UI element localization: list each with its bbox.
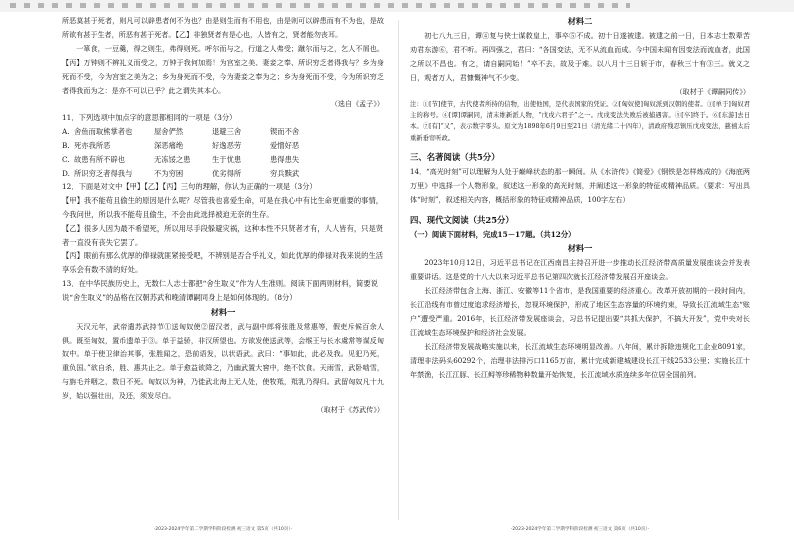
article-para-3: 长江经济带发展战略实施以来，长江流域生态环境明显改善。八年间，累计拆除违规化工企业8091家，清理非法码头60292个，治理非法排污口1165万亩，累计完成新建城建设长江干线2533公里；实施长江十年禁渔，长江江豚、长江鲟等珍稀物种数量开始恢复，长江流域水质连续多年位居全国前列。 — [410, 341, 750, 379]
question-14: 14．“高光时刻”可以理解为人处于巅峰状态的那一瞬间。从《水浒传》《简爱》《钢铁是怎样炼成的》《海底两万里》中选择一个人物形象，叙述这一形象的高光时刻，并阐述这一形象的特征或精神品质。（要求：写出具体“时刻”，叙述相关内容，概括形象的特征或精神品质，100字左右） — [410, 166, 750, 204]
question-13: 13．在中华民族历史上，无数仁人志士都把“舍生取义”作为人生准则。阅读下面两则材料，简要说说“舍生取义”的品格在汉朝苏武和晚清谭嗣同身上是如何体现的。（8分） — [62, 279, 378, 302]
q12-statement-jia[interactable]: 【甲】我不能苟且偷生的原因是什么呢？尽管我也喜爱生命，可是在我心中有比生命更重要的事情，今我问世，所以我不能苟且偷生，不会由此选择被迫无奈的生存。 — [62, 196, 384, 220]
material-1-source: （取材于《苏武传》） — [316, 405, 384, 415]
page-footer-left: ·2023-2024学年第二学期学科阶段检测 初三语文 第5页（共10页）· — [153, 527, 293, 532]
q11-option-d[interactable]: D. 所识穷乏者得我与 不为穷困 优劣得所 穷兵黩武 — [62, 168, 300, 178]
section-3-heading: 三、名著阅读（共5分） — [410, 151, 500, 162]
subsection-1-heading: （一）阅读下面材料，完成15－17题。（共12分） — [410, 229, 576, 239]
material-2-source: （取材于《谭嗣同传》） — [675, 86, 750, 96]
section-4-heading: 四、现代文阅读（共25分） — [410, 214, 514, 225]
question-11: 11．下列选项中加点字的意思都相同的一项是（3分） — [62, 113, 237, 123]
article-para-2: 长江经济带包含上海、浙江、安徽等11个省市，是我国重要的经济重心。改革开放初期的一段时间内，长江沿线有市曾过度追求经济增长，忽视环境保护，形成了地区生态容量的环境约束，导致长江流域生态“账户”遭受严重。2016年，长江经济带发展座谈会，习总书记提出要“共抓大保护，不搞大开发”，党中央对长江流域生态环境保护和经济社会发展。 — [410, 286, 750, 337]
right-page — [410, 14, 750, 534]
q12-statement-yi[interactable]: 【乙】很多人因为最不希望死，所以用尽手段躲避灾祸，这种本性不只贤者才有，人人皆有，只是贤者一直没有丧失它罢了。 — [62, 223, 384, 247]
annotation-notes: 注：①[节]使节，古代使者所持的信物，出使他国，是代表国家的凭证。②[匈奴使]匈奴派到汉朝的使者。③[单于]匈奴君主的称号。④[谭]谭嗣同，清末维新派人物，“戊戌六君子”之一。戊戌变法失败后被捕遇害。⑤[卒]终于。⑥[东游]去日本。⑦[有]“又”，表示数字零头。原文为1898年6月9日至21日（清光绪二十四年），清政府残忍镇压戊戌变法，慈禧太后重新垂帘听政。 — [410, 100, 750, 142]
q11-option-c[interactable]: C. 故患有所不辟也 无冻馁之患 生于忧患 患得患失 — [62, 154, 300, 164]
scan-top-strip — [0, 0, 794, 12]
material-2-title: 材料二 — [567, 16, 593, 26]
page-fold-line — [398, 20, 399, 520]
passage-source: （选自《孟子》） — [330, 99, 384, 109]
q12-statement-bing[interactable]: 【丙】眼前有那么优厚的俸禄就匪紧接受吧，不辨别是否合乎礼义，如此优厚的俸禄对我来说的生活享乐会有数不清的好处。 — [62, 251, 384, 275]
page-footer-right: ·2023-2024学年第二学期学科阶段检测 初三语文 第6页（共10页）· — [510, 527, 650, 532]
material-2-text: 初七八九三日，谭④复与侠士谋救皇上，事卒⑤不成。初十日遂被逮。被逮之前一日，日本志士数辈苦劝君东游⑥，君不听。再四强之，君曰：“各国变法，无不从流血而成。今中国未闻有因变法而流血者，此国之所以不昌也。有之，请自嗣同始！”卒不去，故及于难。以八月十三日斩于市，春秋三十有③三。就义之日，观者万人，君慷慨神气不少变。 — [410, 31, 750, 82]
material-1-text: 天汉元年，武帝遣苏武持节①送匈奴使②留汉者，武与副中郎将张胜及常惠等，假吏斥候百余人俱。既至匈奴，置币遗单于③。单于益骄，非汉所望也。方欲发使送武等，会缑王与长水虞常等谋反匈奴中。单于使卫律治其事，张胜闻之，恐前语发，以状语武。武曰：“事如此，此必及我。见犯乃死，重负国。”欲自杀，胜、惠共止之。单于愈益欲降之，乃幽武置大窖中，绝不饮食。天雨雪，武卧啮雪，与旃毛并咽之，数日不死。匈奴以为神，乃徙武北海上无人处，使牧羝，羝乳乃得归。武留匈奴凡十九岁，始以强壮出，及还，须发尽白。 — [62, 321, 384, 401]
question-12: 12．下面是对文中【甲】【乙】【丙】三句的理解，你认为正确的一项是（3分） — [62, 182, 317, 192]
material-b1-title: 材料一 — [567, 243, 593, 254]
article-para-1: 2023年10月12日，习近平总书记在江西南昌主持召开进一步推动长江经济带高质量发展座谈会并发表重要讲话。这是党的十八大以来习近平总书记第四次就长江经济带发展召开座谈会。 — [410, 258, 750, 282]
q11-option-a[interactable]: A. 舍鱼而取熊掌者也 屋舍俨然 退避三舍 锲而不舍 — [62, 127, 300, 137]
material-1-title: 材料一 — [210, 306, 236, 317]
passage-para-b: 一箪食，一豆羹，得之则生，弗得则死。呼尔而与之，行道之人弗受；蹴尔而与之，乞人不屑也。【丙】万钟则不辨礼义而受之，万钟于我何加焉！为宫室之美、妻妾之奉、所识穷乏者得我与？乡为身死而不受，今为宫室之美为之；乡为身死而不受，今为妻妾之奉为之；乡为身死而不受，今为所识穷乏者得我而为之：是亦不可以已乎？此之谓失其本心。 — [62, 43, 384, 95]
passage-para-a: 所恶莫甚于死者，则凡可以辟患者何不为也？由是则生而有不用也，由是则可以辟患而有不为也，是故所欲有甚于生者，所恶有甚于死者。【乙】非独贤者有是心也，人皆有之，贤者能勿丧耳。 — [62, 16, 384, 39]
scan-edge-marks — [10, 3, 630, 8]
left-page — [62, 14, 384, 534]
q11-option-b[interactable]: B. 死亦我所恶 深恶痛绝 好逸恶劳 爱憎好恶 — [62, 141, 300, 151]
